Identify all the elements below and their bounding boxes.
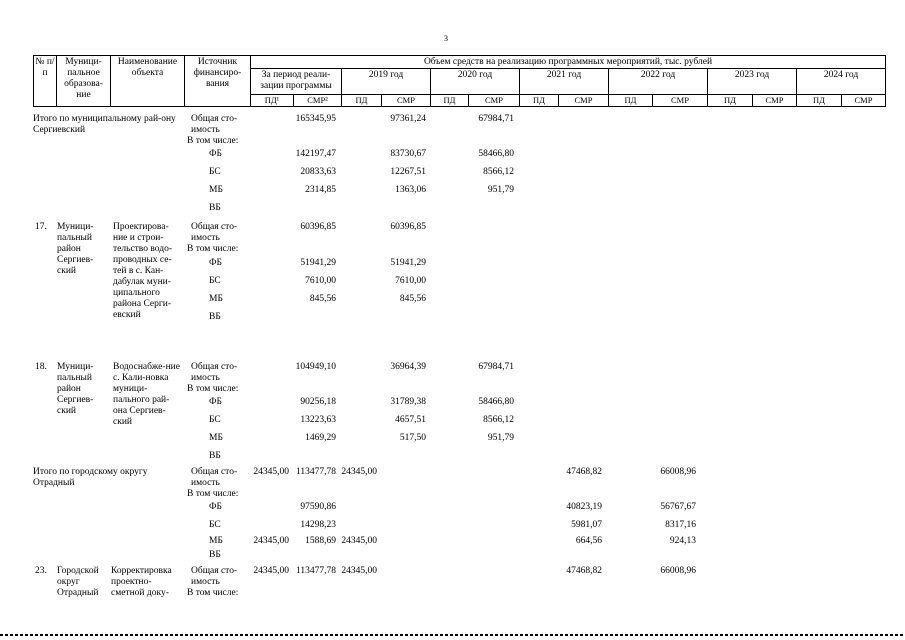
header-pd: ПД <box>355 95 368 105</box>
header-smr: СМР <box>485 95 503 105</box>
row23-total-smr2022: 66008,96 <box>660 566 696 576</box>
row18-mb-smr2020: 951,79 <box>487 433 514 443</box>
fund-incl-label: В том числе: <box>187 136 239 146</box>
sergievsky-fb-smr-all: 142197,47 <box>295 149 336 159</box>
sergievsky-bs-smr2019: 12267,51 <box>390 167 426 177</box>
fund-total-label: Общая сто-имость <box>191 362 238 383</box>
fund-mb-label: МБ <box>209 294 223 304</box>
otradny-bs-smr2022: 8317,16 <box>665 520 696 530</box>
fund-incl-label: В том числе: <box>187 384 239 394</box>
header-num: № п/п <box>35 57 55 78</box>
sergievsky-bs-smr-all: 20833,63 <box>300 167 336 177</box>
fund-incl-label: В том числе: <box>187 489 239 499</box>
otradny-total-smr2022: 66008,96 <box>660 467 696 477</box>
otradny-mb-pd2019: 24345,00 <box>341 536 377 546</box>
header-pd: ПД <box>724 95 736 105</box>
otradny-fb-smr2022: 56767,67 <box>660 502 696 512</box>
header-year-2022: 2022 год <box>640 70 676 80</box>
sergievsky-total-label: Итого по муниципальному рай-ону Сергиевский <box>33 114 176 135</box>
row17-num: 17. <box>35 222 47 232</box>
otradny-fb-smr-all: 97590,86 <box>300 502 336 512</box>
row23-num: 23. <box>35 566 47 576</box>
row23-object: Корректировка проектно-сметной доку- <box>111 566 172 598</box>
row23-total-smr2021: 47468,82 <box>566 566 602 576</box>
header-smr: СМР <box>854 95 873 105</box>
header-object: Наименование объекта <box>117 57 178 78</box>
sergievsky-mb-smr-all: 2314,85 <box>305 185 336 195</box>
fund-bs-label: БС <box>209 415 221 425</box>
header-pd: ПД <box>533 95 545 105</box>
header-pd: ПД <box>443 95 456 105</box>
scan-edge-artifact <box>0 634 905 636</box>
fund-fb-label: ФБ <box>209 149 222 159</box>
sergievsky-total-smr2019: 97361,24 <box>390 114 426 124</box>
otradny-total-label: Итого по городскому округу Отрадный <box>33 467 148 488</box>
header-smr-total: СМР² <box>307 95 328 105</box>
fund-total-label: Общая сто-имость <box>191 566 238 587</box>
row17-total-smr2019: 60396,85 <box>390 222 426 232</box>
row18-mb-smr-all: 1469,29 <box>305 433 336 443</box>
fund-total-label: Общая сто-имость <box>191 114 238 135</box>
fund-incl-label: В том числе: <box>187 244 239 254</box>
row17-bs-smr-all: 7610,00 <box>305 276 336 286</box>
fund-vb-label: ВБ <box>209 550 221 560</box>
sergievsky-fb-smr2020: 58466,80 <box>478 149 514 159</box>
otradny-total-smr2021: 47468,82 <box>566 467 602 477</box>
header-municipality: Муници-пальное образова-ние <box>64 57 103 100</box>
row18-mb-smr2019: 517,50 <box>399 433 426 443</box>
fund-mb-label: МБ <box>209 536 223 546</box>
fund-bs-label: БС <box>209 167 221 177</box>
page-number: 3 <box>444 34 448 43</box>
fund-total-label: Общая сто-имость <box>191 467 238 488</box>
header-year-2024: 2024 год <box>823 70 859 80</box>
header-pd: ПД <box>624 95 637 105</box>
header-smr: СМР <box>574 95 593 105</box>
row17-total-smr-all: 60396,85 <box>300 222 336 232</box>
fund-vb-label: ВБ <box>209 203 221 213</box>
sergievsky-bs-smr2020: 8566,12 <box>483 167 514 177</box>
row18-total-smr2019: 36964,39 <box>390 362 426 372</box>
row18-total-smr2020: 67984,71 <box>478 362 514 372</box>
fund-bs-label: БС <box>209 520 221 530</box>
row18-fb-smr2020: 58466,80 <box>478 397 514 407</box>
fund-fb-label: ФБ <box>209 258 222 268</box>
row17-mb-smr-all: 845,56 <box>309 294 336 304</box>
row18-fb-smr-all: 90256,18 <box>300 397 336 407</box>
otradny-total-pd2019: 24345,00 <box>341 467 377 477</box>
otradny-bs-smr2021: 5981,07 <box>571 520 602 530</box>
sergievsky-total-smr2020: 67984,71 <box>478 114 514 124</box>
header-year-2020: 2020 год <box>457 70 493 80</box>
fund-vb-label: ВБ <box>209 312 221 322</box>
otradny-bs-smr-all: 14298,23 <box>300 520 336 530</box>
row18-num: 18. <box>35 362 47 372</box>
header-smr: СМР <box>765 95 784 105</box>
header-year-2019: 2019 год <box>368 70 404 80</box>
header-source: Источник финансиро-вания <box>193 57 242 89</box>
row18-municipality: Муници-пальный район Сергиев-ский <box>57 362 94 416</box>
header-pd-total: ПД¹ <box>264 95 280 105</box>
header-smr: СМР <box>671 95 689 105</box>
header-year-2021: 2021 год <box>546 70 582 80</box>
header-period-total: За период реали-зации программы <box>260 70 332 91</box>
otradny-total-smr-all: 113477,78 <box>295 467 336 477</box>
fund-bs-label: БС <box>209 276 221 286</box>
otradny-mb-pd-all: 24345,00 <box>253 536 289 546</box>
row17-bs-smr2019: 7610,00 <box>395 276 426 286</box>
row17-municipality: Муници-пальный район Сергиев-ский <box>57 222 94 276</box>
otradny-mb-smr2022: 924,13 <box>669 536 696 546</box>
row17-fb-smr2019: 51941,29 <box>390 258 426 268</box>
fund-mb-label: МБ <box>209 185 223 195</box>
header-year-2023: 2023 год <box>734 70 770 80</box>
row18-bs-smr2019: 4657,51 <box>395 415 426 425</box>
row17-fb-smr-all: 51941,29 <box>300 258 336 268</box>
header-volume: Объем средств на реализацию программных мероприятий, тыс. рублей <box>423 57 713 67</box>
row18-total-smr-all: 104949,10 <box>295 362 336 372</box>
sergievsky-total-smr-all: 165345,95 <box>295 114 336 124</box>
sergievsky-mb-smr2020: 951,79 <box>487 185 514 195</box>
header-smr: СМР <box>397 95 415 105</box>
fund-mb-label: МБ <box>209 433 223 443</box>
row18-object: Водоснабже-ние с. Кали-новка муници-пального рай-она Сергиев-ский <box>113 362 180 427</box>
fund-vb-label: ВБ <box>209 451 221 461</box>
fund-fb-label: ФБ <box>209 397 222 407</box>
row23-total-pd-all: 24345,00 <box>253 566 289 576</box>
otradny-mb-smr-all: 1588,69 <box>305 536 336 546</box>
row23-total-smr-all: 113477,78 <box>295 566 336 576</box>
row18-fb-smr2019: 31789,38 <box>390 397 426 407</box>
row17-mb-smr2019: 845,56 <box>399 294 426 304</box>
otradny-total-pd-all: 24345,00 <box>253 467 289 477</box>
fund-total-label: Общая сто-имость <box>191 222 238 243</box>
sergievsky-mb-smr2019: 1363,06 <box>395 185 426 195</box>
row17-object: Проектирова-ние и строи-тельство водо-проводных се-тей в с. Кан-дабулак муни-ципального района Серги-евский <box>113 222 172 320</box>
row23-municipality: Городской округ Отрадный <box>57 566 99 598</box>
row23-total-pd2019: 24345,00 <box>341 566 377 576</box>
fund-fb-label: ФБ <box>209 502 222 512</box>
otradny-fb-smr2021: 40823,19 <box>566 502 602 512</box>
otradny-mb-smr2021: 664,56 <box>575 536 602 546</box>
header-pd: ПД <box>813 95 825 105</box>
row18-bs-smr2020: 8566,12 <box>483 415 514 425</box>
sergievsky-fb-smr2019: 83730,67 <box>390 149 426 159</box>
fund-incl-label: В том числе: <box>187 588 239 598</box>
row18-bs-smr-all: 13223,63 <box>300 415 336 425</box>
